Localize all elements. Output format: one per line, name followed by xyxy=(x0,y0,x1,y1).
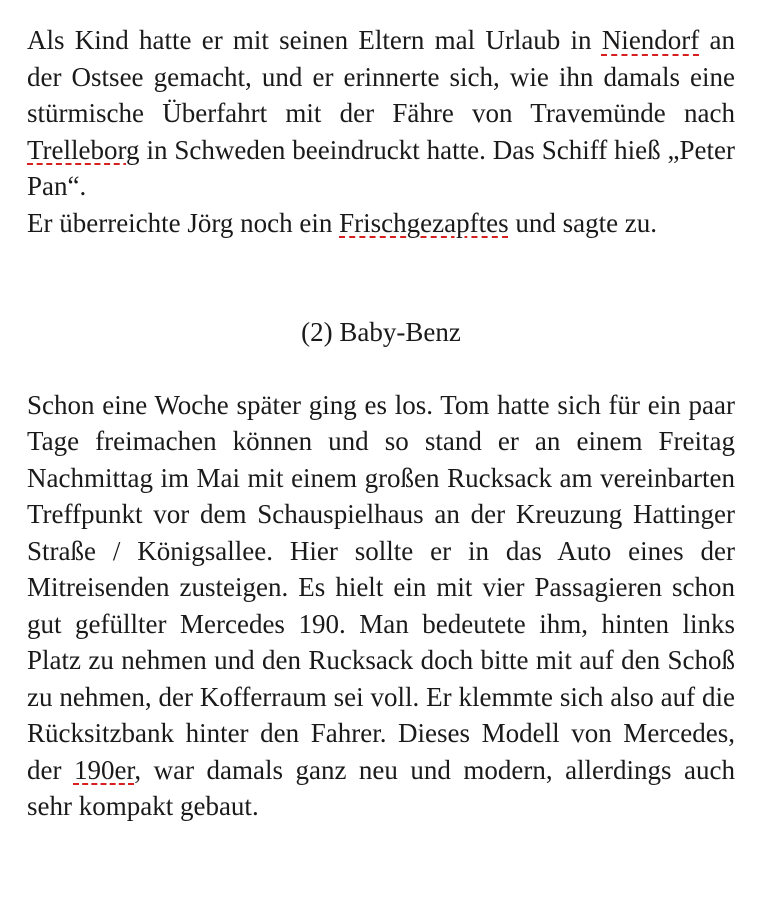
paragraph-1-text-b: an der Ostsee gemacht, und er erinnerte sich, wie ihn damals eine stürmische Überfahrt mit der Fähre von Travemünde nach xyxy=(27,25,736,128)
paragraph-3 xyxy=(27,387,735,825)
spellcheck-word-190er[interactable]: 190er xyxy=(73,754,135,785)
spellcheck-word-trelleborg[interactable]: Trelleborg xyxy=(27,134,140,165)
paragraph-1-text-a: Als Kind hatte er mit seinen Eltern mal Urlaub in xyxy=(27,25,602,55)
paragraph-1-text-c: in Schweden beeindruckt hatte. Das Schiff hieß „Peter Pan“. xyxy=(27,134,735,201)
spellcheck-word-niendorf[interactable]: Niendorf xyxy=(601,25,700,55)
paragraph-2-text-a: Er überreichte Jörg noch ein xyxy=(27,207,340,238)
document-page xyxy=(27,22,735,825)
paragraph-2 xyxy=(27,205,735,242)
paragraph-3-text-a: Schon eine Woche später ging es los. Tom hatte sich für ein paar Tage freimachen können und so stand er an einem Freitag Nachmittag im Mai mit einem großen Rucksack am vereinbarten Treffpunkt vor dem Schauspielhaus an der Kreuzung Hattinger Straße / Königsallee. Hier sollte er in das Auto eines der Mitreisenden zusteigen. Es hielt ein mit vier Passagieren schon gut gefüllter Mercedes 190. Man bedeutete ihm, hinten links Platz zu nehmen und den Rucksack doch bitte mit auf den Schoß zu nehmen, der Kofferraum sei voll. Er klemmte sich also auf die Rücksitzbank hinter den Fahrer. Dieses Modell von Mercedes, der xyxy=(27,389,735,785)
paragraph-3-text-b: , war damals ganz neu und modern, allerdings auch sehr kompakt gebaut. xyxy=(27,754,735,821)
paragraph-1 xyxy=(27,22,735,205)
paragraph-2-text-b: und sagte zu. xyxy=(508,207,658,238)
spellcheck-word-frischgezapftes[interactable]: Frischgezapftes xyxy=(339,207,509,238)
chapter-heading: (2) Baby-Benz xyxy=(301,317,461,347)
